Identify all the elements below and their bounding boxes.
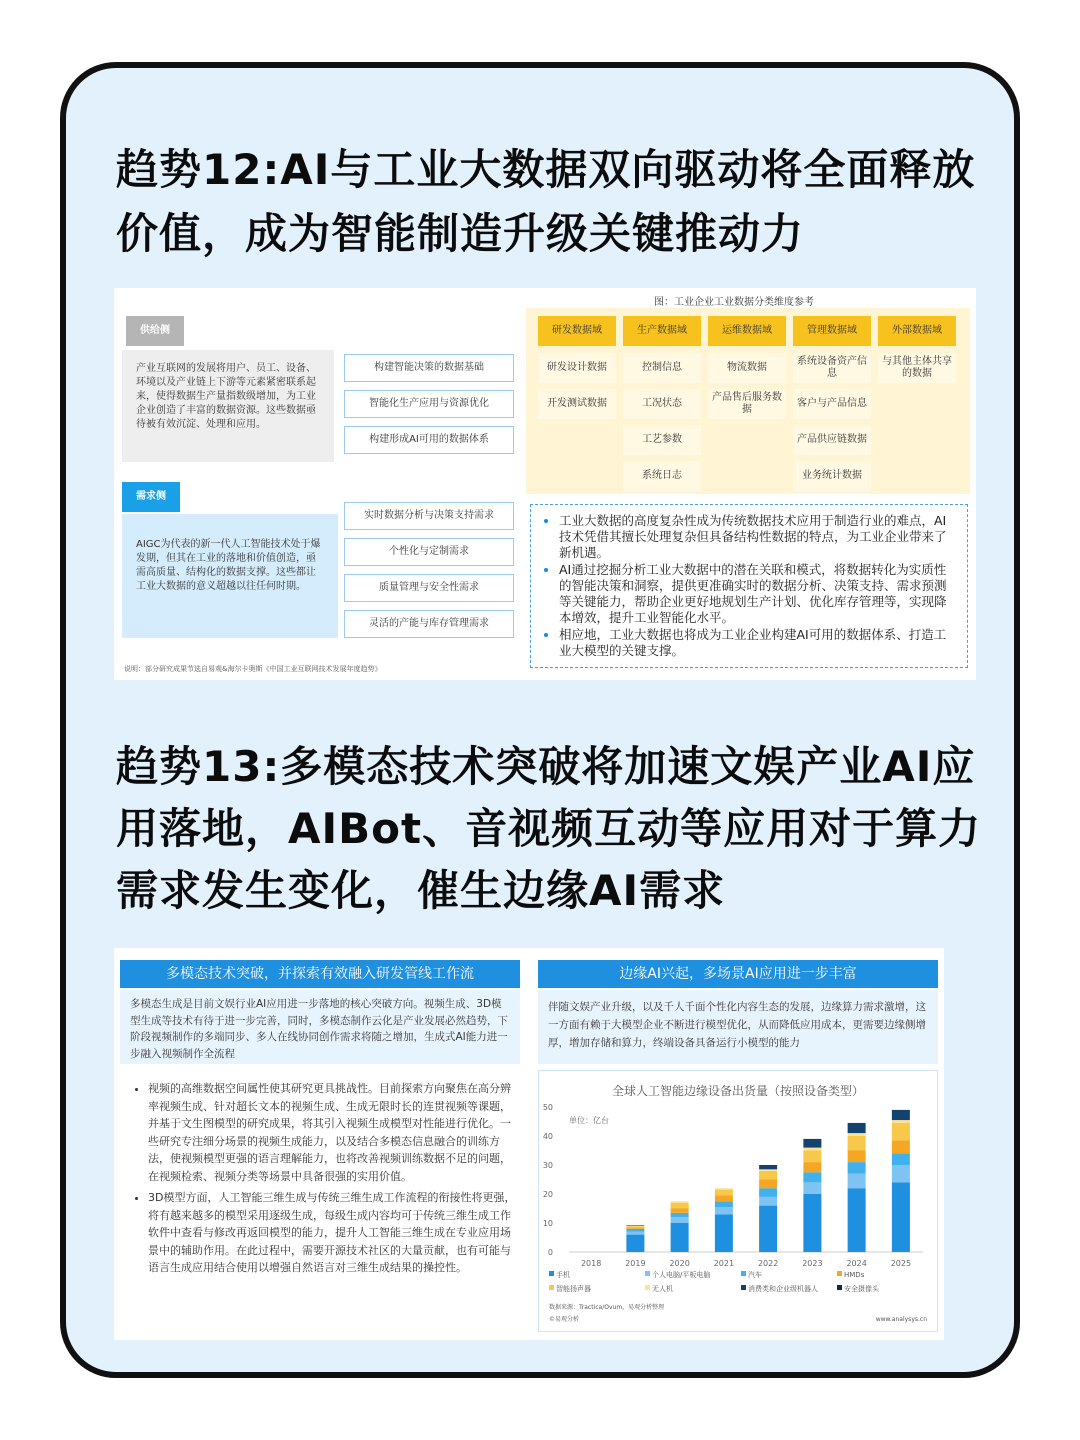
bullet-item: • AI通过挖掘分析工业大数据中的潜在关联和模式，将数据转化为实质性的智能决策和洞察，提供更准确实时的数据分析、决策支持、需求预测等关键能力，帮助企业更好地规划生产计划、优化库存管理等，实现降本增效，提升工业智能化水平。 — [559, 562, 957, 626]
bar-segment — [759, 1188, 777, 1197]
legend-swatch — [549, 1285, 554, 1290]
bar-segment — [759, 1206, 777, 1252]
bar-segment — [671, 1213, 689, 1217]
bullet-item: • 工业大数据的高度复杂性成为传统数据技术应用于制造行业的难点，AI技术凭借其擅长处理复杂但具备结构性数据的特点，为工业企业带来了新机遇。 — [559, 513, 957, 561]
legend-label: 汽车 — [748, 1271, 762, 1279]
bar-segment — [759, 1197, 777, 1206]
domain-cell: 物流数据 — [708, 353, 786, 383]
demand-side-tag: 需求侧 — [122, 482, 180, 512]
analysis-bullets — [530, 504, 968, 668]
demand-item: 实时数据分析与决策支持需求 — [344, 502, 514, 530]
bar-segment — [892, 1140, 910, 1153]
x-tick-label: 2024 — [846, 1259, 867, 1268]
bar-segment — [671, 1217, 689, 1223]
bar-segment — [803, 1194, 821, 1252]
supply-item: 构建形成AI可用的数据体系 — [344, 426, 514, 454]
bar-segment — [892, 1153, 910, 1165]
bar-segment — [715, 1207, 733, 1214]
legend-label: 智能扬声器 — [556, 1285, 591, 1293]
bar-segment — [626, 1226, 644, 1227]
supply-side-tag: 供给侧 — [126, 316, 184, 346]
chart-brand: ©易观分析 — [549, 1316, 580, 1323]
legend-swatch — [741, 1271, 746, 1276]
legend-label: HMDs — [844, 1271, 865, 1279]
legend-label: 安全摄像头 — [844, 1285, 879, 1293]
bar-segment — [715, 1201, 733, 1207]
chart-url: www.analysys.cn — [875, 1316, 927, 1323]
bar-segment — [671, 1201, 689, 1202]
bar-segment — [848, 1123, 866, 1133]
right-intro: 伴随文娱产业升级，以及千人千面个性化内容生态的发展，边缘算力需求激增，这一方面有赖于大模型企业不断进行模型优化，从而降低应用成本，更需要边缘侧增厚，增加存储和算力，终端设备具备运行小模型的能力 — [538, 990, 938, 1064]
demand-item: 质量管理与安全性需求 — [344, 574, 514, 602]
figure-title: 图：工业企业工业数据分类维度参考 — [654, 297, 814, 308]
domain-cell: 工况状态 — [623, 389, 701, 419]
bar-segment — [715, 1214, 733, 1252]
content-card — [60, 62, 1020, 1378]
chart-source: 数据来源：Tractica/Ovum，易观分析整理 — [549, 1304, 665, 1311]
y-tick-label: 30 — [542, 1161, 553, 1170]
bar-segment — [715, 1195, 733, 1201]
bullet-item: • 视频的高维数据空间属性使其研究更具挑战性。目前探索方向聚焦在高分辨率视频生成、针对超长文本的视频生成、生成无限时长的连贯视频等课题，并基于文生图模型的研究成果，将其引入视频生成模型对性能进行优化。一些研究专注细分场景的视频生成能力，以及结合多模态信息融合的训练方法，使视频模型更强的语言理解能力，也将改善视频训练数据不足的问题，在视频检索、视频分类等场景中具备很强的实用价值。 — [148, 1080, 518, 1185]
bar-segment — [848, 1136, 866, 1151]
chart-title: 全球人工智能边缘设备出货量（按照设备类型） — [611, 1084, 865, 1098]
domain-cell: 研发设计数据 — [538, 353, 616, 383]
left-intro: 多模态生成是目前文娱行业AI应用进一步落地的核心突破方向。视频生成、3D模型生成等技术有待于进一步完善，同时，多模态制作云化是产业发展必然趋势，下阶段视频制作的多端同步、多人在线协同创作需求将随之增加，生成式AI能力进一步融入视频制作全流程 — [120, 990, 520, 1064]
bullet-item: • 相应地，工业大数据也将成为工业企业构建AI可用的数据体系、打造工业大模型的关键支撑。 — [559, 627, 957, 659]
industrial-data-panel — [114, 288, 976, 680]
legend-swatch — [645, 1271, 650, 1276]
bar-segment — [715, 1190, 733, 1196]
legend-swatch — [837, 1285, 842, 1290]
trend-13-headline: 趋势13:多模态技术突破将加速文娱产业AI应用落地，AIBot、音视频互动等应用对于算力需求发生变化，催生边缘AI需求 — [116, 742, 982, 915]
bar-segment — [759, 1165, 777, 1169]
legend-swatch — [837, 1271, 842, 1276]
legend-swatch — [549, 1271, 554, 1276]
bar-segment — [671, 1203, 689, 1209]
bar-segment — [848, 1162, 866, 1174]
legend-label: 手机 — [556, 1271, 570, 1279]
domain-header: 生产数据域 — [623, 316, 701, 346]
domain-cell: 与其他主体共享的数据 — [878, 353, 956, 383]
bullet-item: • 3D模型方面，人工智能三维生成与传统三维生成工作流程的衔接性将更强，将有越来越多的模型采用逐级生成，每级生成内容均可于传统三维生成工作软件中查看与修改再返回模型的能力，提升人工智能三维生成在专业应用场景中的辅助作用。在此过程中，需要开源技术社区的大量贡献，也有可能与语言生成应用结合使用以增强自然语言对三维生成结果的操控性。 — [148, 1189, 518, 1277]
bar-segment — [715, 1188, 733, 1189]
y-tick-label: 50 — [542, 1103, 553, 1112]
bar-segment — [626, 1232, 644, 1235]
legend-swatch — [645, 1285, 650, 1290]
bar-segment — [848, 1174, 866, 1189]
domain-cell: 产品供应链数据 — [793, 425, 871, 455]
left-bullets — [118, 1080, 518, 1281]
multimodal-panel — [114, 948, 944, 1340]
bar-segment — [848, 1151, 866, 1163]
bar-segment — [892, 1165, 910, 1182]
x-tick-label: 2018 — [580, 1259, 602, 1268]
x-tick-label: 2021 — [713, 1259, 735, 1268]
domain-cell: 系统设备资产信息 — [793, 353, 871, 383]
bar-segment — [759, 1171, 777, 1180]
bar-segment — [803, 1151, 821, 1163]
demand-item: 个性化与定制需求 — [344, 538, 514, 566]
y-tick-label: 20 — [542, 1190, 553, 1199]
bar-segment — [671, 1223, 689, 1252]
x-tick-label: 2022 — [757, 1259, 779, 1268]
bar-segment — [803, 1139, 821, 1148]
domain-cell: 产品售后服务数据 — [708, 389, 786, 419]
bar-segment — [848, 1133, 866, 1136]
chart-svg — [539, 1071, 937, 1331]
domain-cell: 开发测试数据 — [538, 389, 616, 419]
bar-segment — [759, 1180, 777, 1189]
domain-cell: 控制信息 — [623, 353, 701, 383]
x-tick-label: 2023 — [802, 1259, 823, 1268]
bar-segment — [759, 1169, 777, 1170]
bar-segment — [892, 1110, 910, 1120]
bar-segment — [803, 1172, 821, 1182]
domain-header: 管理数据域 — [793, 316, 871, 346]
domain-cell: 业务统计数据 — [793, 461, 871, 491]
bar-segment — [892, 1123, 910, 1140]
y-tick-label: 40 — [542, 1132, 553, 1141]
bar-segment — [626, 1229, 644, 1232]
domain-cell: 客户与产品信息 — [793, 389, 871, 419]
y-tick-label: 0 — [547, 1248, 553, 1257]
left-section-title: 多模态技术突破，并探索有效融入研发管线工作流 — [120, 960, 520, 988]
y-tick-label: 10 — [542, 1219, 553, 1228]
domain-header: 外部数据域 — [878, 316, 956, 346]
chart-unit: 单位：亿台 — [569, 1116, 609, 1125]
trend-12-headline: 趋势12:AI与工业大数据双向驱动将全面释放价值，成为智能制造升级关键推动力 — [116, 145, 976, 258]
demand-item: 灵活的产能与库存管理需求 — [344, 610, 514, 638]
bar-segment — [626, 1235, 644, 1252]
bar-segment — [803, 1148, 821, 1151]
bar-segment — [803, 1162, 821, 1172]
bar-segment — [892, 1120, 910, 1123]
x-tick-label: 2019 — [625, 1259, 646, 1268]
bar-segment — [803, 1182, 821, 1194]
domain-header: 研发数据域 — [538, 316, 616, 346]
legend-label: 消费类和企业级机器人 — [748, 1285, 818, 1293]
right-section-title: 边缘AI兴起，多场景AI应用进一步丰富 — [538, 960, 938, 988]
legend-swatch — [741, 1285, 746, 1290]
bar-segment — [848, 1188, 866, 1252]
legend-label: 个人电脑/平板电脑 — [652, 1271, 711, 1279]
bar-segment — [626, 1226, 644, 1227]
bar-segment — [892, 1182, 910, 1252]
x-tick-label: 2020 — [669, 1259, 690, 1268]
x-tick-label: 2025 — [890, 1259, 912, 1268]
supply-item: 智能化生产应用与资源优化 — [344, 390, 514, 418]
domain-header: 运维数据域 — [708, 316, 786, 346]
edge-device-chart — [538, 1070, 938, 1332]
bar-segment — [626, 1227, 644, 1228]
legend-label: 无人机 — [652, 1285, 673, 1293]
source-note: 说明：部分研究成果节选自易观&海尔卡奥斯《中国工业互联网技术发展年度趋势》 — [124, 665, 382, 673]
bar-segment — [626, 1225, 644, 1226]
domain-cell: 系统日志 — [623, 461, 701, 491]
bar-segment — [671, 1209, 689, 1213]
supply-side-text: 产业互联网的发展将用户、员工、设备、环境以及产业链上下游等元素紧密联系起来，使得数据生产量指数级增加，为工业企业创造了丰富的数据资源。这些数据亟待被有效沉淀、处理和应用。 — [122, 350, 334, 462]
domain-cell: 工艺参数 — [623, 425, 701, 455]
supply-item: 构建智能决策的数据基础 — [344, 354, 514, 382]
demand-side-text: AIGC为代表的新一代人工智能技术处于爆发期，但其在工业的落地和价值创造，亟需高质量、结构化的数据支撑。这些都让工业大数据的意义超越以往任何时期。 — [122, 514, 338, 638]
